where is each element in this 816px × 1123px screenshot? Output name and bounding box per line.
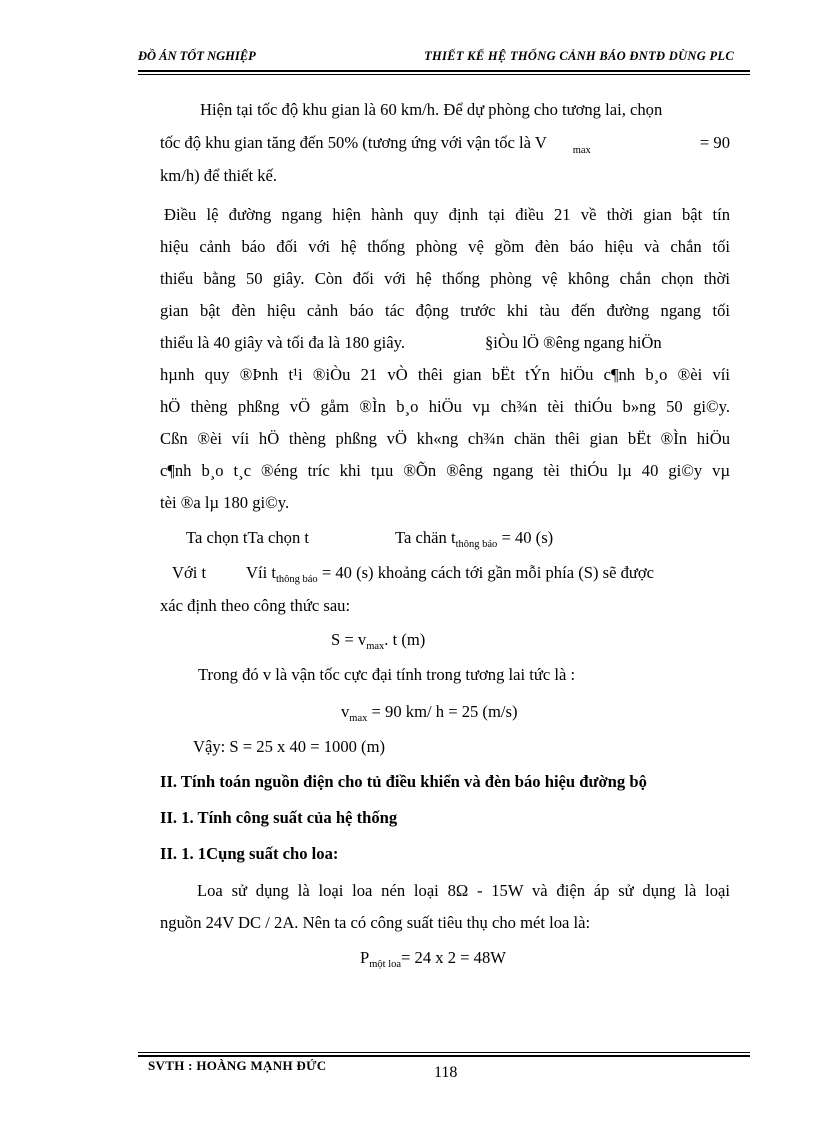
p5-line: Trong đó v là vận tốc cực đại tính trong tương lai tức là : — [198, 665, 576, 684]
page-header — [138, 49, 734, 69]
f2-sub: max — [349, 713, 368, 724]
p1-line-2 — [160, 133, 730, 156]
p1-value: = 90 — [699, 133, 730, 152]
f2-a: v — [341, 702, 350, 721]
p2-line-7: hÖ thèng phßng vÖ gåm ®Ìn b¸o hiÖu vµ ch¾n tèi thiÓu b»ng 50 gi©y. — [160, 397, 730, 416]
f3-b: = 24 x 2 = 48W — [401, 948, 506, 967]
p2-line-10: tèi ®a lµ 180 gi©y. — [160, 493, 290, 512]
p3-c: = 40 (s) — [501, 528, 554, 547]
p1-line-1: Hiện tại tốc độ khu gian là 60 km/h. Để dự phòng cho tương lai, chọn — [200, 100, 663, 119]
f1-sub: max — [366, 641, 385, 652]
p4-line-2: xác định theo công thức sau: — [160, 596, 351, 615]
p2-garbled-start: §iÒu lÖ ®êng ngang hiÖn — [485, 333, 662, 352]
p6-line: Vậy: S = 25 x 40 = 1000 (m) — [193, 737, 386, 756]
p2-text-end: thiểu là 40 giây và tối đa là 180 giây. — [160, 333, 406, 352]
footer-rule-thick — [138, 1055, 750, 1057]
formula-p — [360, 948, 600, 968]
p4-a: Với t — [172, 563, 207, 582]
p2-line-2: hiệu cảnh báo đối với hệ thống phòng vệ gồm đèn báo hiệu và chắn tối — [160, 237, 730, 256]
f1-b: . t (m) — [384, 630, 426, 649]
p2-line-1: Điều lệ đường ngang hiện hành quy định tại điều 21 về thời gian bật tín — [164, 205, 730, 224]
p2-line-9: c¶nh b¸o t¸c ®éng tríc khi tµu ®Õn ®êng ngang tèi thiÓu lµ 40 gi©y vµ — [160, 461, 730, 480]
p4-sub: thông báo — [275, 574, 318, 585]
p1-line-3: km/h) để thiết kế. — [160, 166, 278, 185]
p3-b: Ta chän t — [395, 528, 456, 547]
p4-c: = 40 (s) khoảng cách tới gần mỗi phía (S) sẽ được — [321, 563, 655, 582]
header-rule-thin — [138, 74, 750, 75]
f2-b: = 90 km/ h = 25 (m/s) — [371, 702, 518, 721]
p2-line-8: Cßn ®èi víi hÖ thèng phßng vÖ kh«ng ch¾n chän thêi gian bËt ®Ìn hiÖu — [160, 429, 730, 448]
f3-sub: một loa — [369, 959, 402, 970]
header-left: ĐỒ ÁN TỐT NGHIỆP — [138, 49, 256, 63]
formula-vmax — [341, 702, 601, 722]
p2-line-5 — [160, 333, 730, 353]
p2-line-4: gian bật đèn hiệu cảnh báo tác động trước khi tàu đến đường ngang tối — [160, 301, 730, 320]
p3-a: Ta chọn tTa chọn t — [186, 528, 310, 547]
p3-line — [186, 528, 730, 548]
p4-b-group — [246, 563, 654, 583]
footer-rule — [138, 1052, 750, 1053]
p2-line-6: hµnh quy ®Þnh t¹i ®iÒu 21 vÒ thêi gian bËt tÝn hiÖu c¶nh b¸o ®èi víi — [160, 365, 730, 384]
heading-ii-1: II. 1. Tính công suất của hệ thống — [160, 808, 398, 827]
p7-line-1: Loa sử dụng là loại loa nén loại 8Ω - 15W và điện áp sử dụng là loại — [197, 881, 730, 900]
f1-a: S = v — [331, 630, 367, 649]
page-number: 118 — [434, 1064, 458, 1081]
p4-b: Víi t — [246, 563, 276, 582]
f3-a: P — [360, 948, 370, 967]
p3-b-group — [395, 528, 553, 548]
p4-line-1 — [172, 563, 730, 583]
p7-line-2: nguồn 24V DC / 2A. Nên ta có công suất tiêu thụ cho mét loa là: — [160, 913, 591, 932]
p3-sub: thông báo — [455, 539, 498, 550]
p2-line-3: thiểu bằng 50 giây. Còn đối với hệ thống phòng vệ không chắn chọn thời — [160, 269, 730, 288]
header-right: THIẾT KẾ HỆ THỐNG CẢNH BÁO ĐNTĐ DÙNG PLC — [424, 49, 734, 63]
heading-ii-1-1: II. 1. 1Cụng suất cho loa: — [160, 844, 339, 863]
heading-ii: II. Tính toán nguồn điện cho tủ điều khiển và đèn báo hiệu đường bộ — [160, 772, 647, 791]
header-rule — [138, 70, 750, 72]
p1-sub: max — [572, 145, 591, 156]
p1-text: tốc độ khu gian tăng đến 50% (tương ứng với vận tốc là V — [160, 133, 547, 152]
footer-author: SVTH : HOÀNG MẠNH ĐỨC — [148, 1058, 327, 1073]
formula-s — [331, 630, 531, 650]
